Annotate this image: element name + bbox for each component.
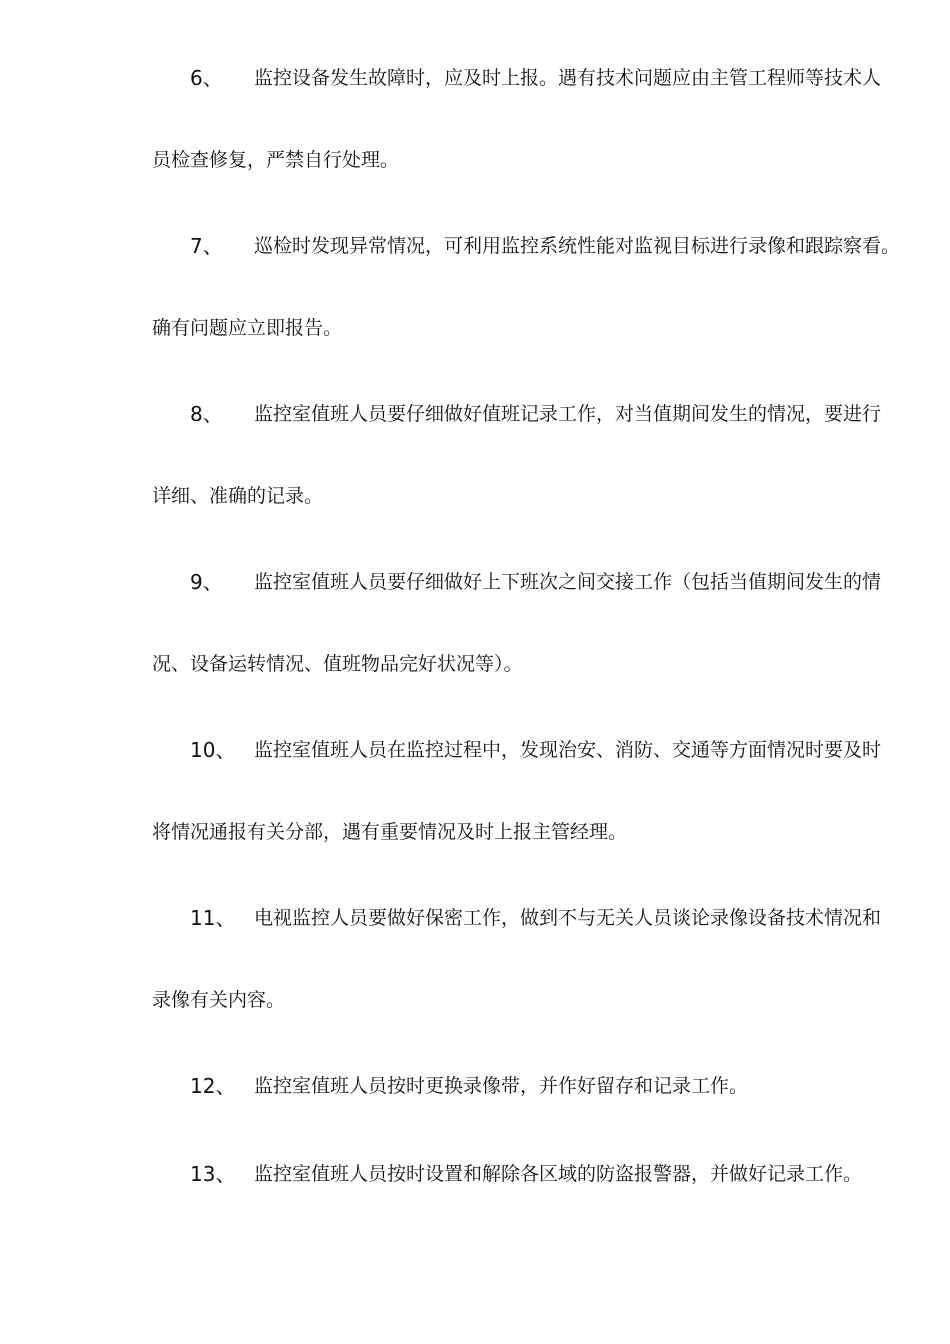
item-text-line: 巡检时发现异常情况，可利用监控系统性能对监视目标进行录像和跟踪察看。: [254, 235, 901, 257]
item-number: 10、: [190, 738, 236, 762]
item-number: 12、: [190, 1074, 236, 1098]
item-number: 9、: [190, 570, 223, 594]
item-text-line: 录像有关内容。: [152, 989, 286, 1011]
item-number: 13、: [190, 1162, 236, 1186]
item-text-line: 监控室值班人员按时设置和解除各区域的防盗报警器，并做好记录工作。: [254, 1163, 863, 1185]
item-text-line: 监控设备发生故障时，应及时上报。遇有技术问题应由主管工程师等技术人: [254, 67, 882, 89]
item-text-line: 将情况通报有关分部，遇有重要情况及时上报主管经理。: [152, 821, 628, 843]
item-text-line: 详细、准确的记录。: [152, 485, 324, 507]
item-text-line: 监控室值班人员按时更换录像带，并作好留存和记录工作。: [254, 1075, 749, 1097]
item-number: 7、: [190, 234, 223, 258]
item-text-line: 电视监控人员要做好保密工作，做到不与无关人员谈论录像设备技术情况和: [254, 907, 882, 929]
item-text-line: 确有问题应立即报告。: [152, 317, 343, 339]
item-number: 8、: [190, 402, 223, 426]
item-text-line: 况、设备运转情况、值班物品完好状况等）。: [152, 653, 523, 675]
item-text-line: 员检查修复，严禁自行处理。: [152, 149, 400, 171]
item-text-line: 监控室值班人员在监控过程中，发现治安、消防、交通等方面情况时要及时: [254, 739, 882, 761]
item-number: 6、: [190, 66, 223, 90]
item-number: 11、: [190, 906, 236, 930]
item-text-line: 监控室值班人员要仔细做好值班记录工作，对当值期间发生的情况，要进行: [254, 403, 882, 425]
item-text-line: 监控室值班人员要仔细做好上下班次之间交接工作（包括当值期间发生的情: [254, 571, 882, 593]
